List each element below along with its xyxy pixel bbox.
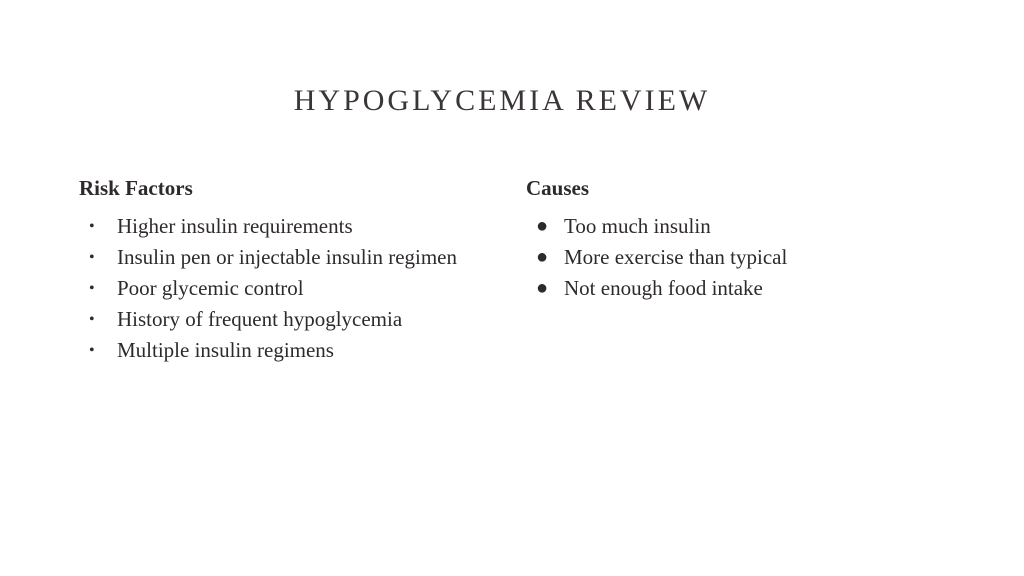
list-item bbox=[79, 211, 479, 242]
risk-factors-column bbox=[79, 176, 479, 366]
causes-column bbox=[526, 176, 946, 304]
risk-factors-list bbox=[79, 211, 479, 366]
list-item bbox=[526, 242, 946, 273]
bullet-icon: • bbox=[89, 280, 95, 297]
list-item-text: Insulin pen or injectable insulin regimen bbox=[117, 245, 457, 269]
list-item-text: Poor glycemic control bbox=[117, 276, 304, 300]
list-item bbox=[526, 211, 946, 242]
list-item-text: Not enough food intake bbox=[564, 276, 763, 300]
list-item bbox=[79, 335, 479, 366]
bullet-icon: • bbox=[89, 311, 95, 328]
list-item bbox=[79, 304, 479, 335]
bullet-icon: ● bbox=[536, 246, 549, 268]
list-item bbox=[79, 273, 479, 304]
bullet-icon: ● bbox=[536, 215, 549, 237]
bullet-icon: ● bbox=[536, 277, 549, 299]
bullet-icon: • bbox=[89, 218, 95, 235]
list-item-text: Higher insulin requirements bbox=[117, 214, 353, 238]
bullet-icon: • bbox=[89, 249, 95, 266]
risk-factors-heading: Risk Factors bbox=[79, 176, 193, 200]
list-item-text: Multiple insulin regimens bbox=[117, 338, 334, 362]
list-item-text: Too much insulin bbox=[564, 214, 711, 238]
causes-heading: Causes bbox=[526, 176, 590, 200]
list-item bbox=[79, 242, 479, 273]
slide-title: HYPOGLYCEMIA REVIEW bbox=[293, 84, 711, 117]
bullet-icon: • bbox=[89, 342, 95, 359]
list-item bbox=[526, 273, 946, 304]
list-item-text: History of frequent hypoglycemia bbox=[117, 307, 403, 331]
list-item-text: More exercise than typical bbox=[564, 245, 788, 269]
causes-list bbox=[526, 211, 946, 304]
